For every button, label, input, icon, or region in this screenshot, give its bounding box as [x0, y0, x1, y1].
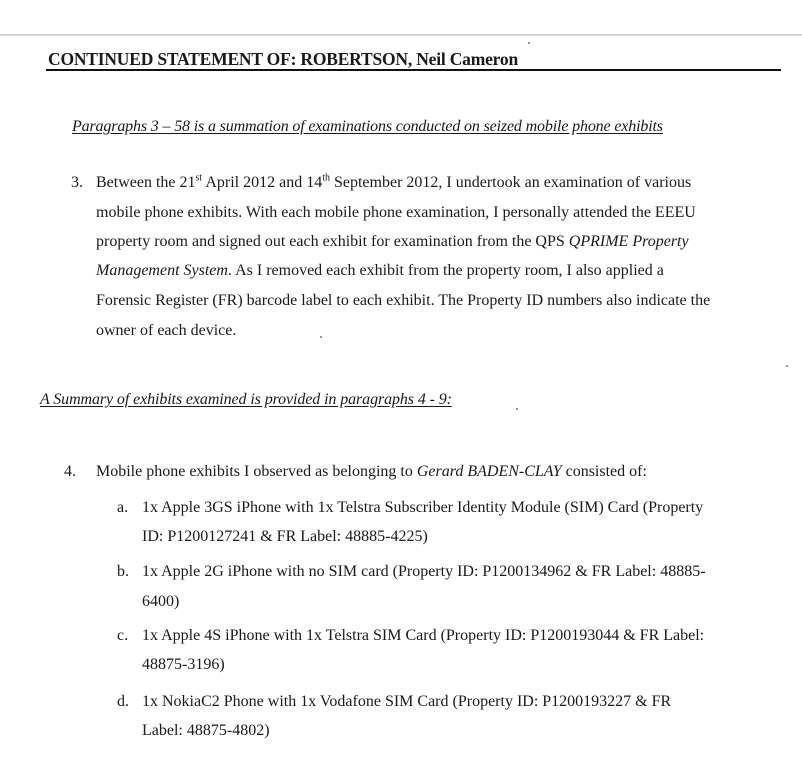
- header-rule: [46, 69, 781, 71]
- ordinal-suffix: th: [322, 172, 330, 184]
- paragraph-line: owner of each device.: [96, 322, 237, 339]
- text-segment: Between the 21: [96, 174, 196, 191]
- text-segment: . As I removed each exhibit from the property room, I also applied a: [227, 262, 664, 279]
- item-letter: b.: [117, 563, 129, 580]
- text-segment: September 2012, I undertook an examination of various: [329, 174, 692, 191]
- item-letter: a.: [117, 499, 129, 516]
- paragraph-line: mobile phone exhibits. With each mobile phone examination, I personally attended the EEEU: [96, 204, 696, 221]
- item-line: 1x Apple 2G iPhone with no SIM card (Property ID: P1200134962 & FR Label: 48885-: [142, 563, 706, 580]
- paragraph-number: 3.: [71, 174, 83, 191]
- summary-heading: A Summary of exhibits examined is provided in paragraphs 4 - 9:: [40, 391, 452, 408]
- item-line: 48875-3196): [142, 656, 225, 673]
- owner-name: Gerard BADEN-CLAY: [416, 463, 562, 480]
- header-prefix: CONTINUED STATEMENT OF:: [48, 49, 301, 69]
- paragraph-line: [96, 256, 664, 286]
- item-line: 6400): [142, 593, 180, 610]
- scan-speck: [320, 336, 322, 338]
- scan-speck: [528, 42, 530, 44]
- text-segment: April 2012 and 14: [202, 174, 323, 191]
- statement-header: [48, 49, 518, 70]
- item-letter: c.: [117, 627, 129, 644]
- text-segment: property room and signed out each exhibit for examination from the QPS: [96, 233, 569, 250]
- paragraph-line: [96, 227, 689, 257]
- item-letter: d.: [117, 693, 129, 710]
- paragraph-line: [96, 168, 691, 198]
- ordinal-suffix: st: [195, 172, 203, 184]
- item-line: Label: 48875-4802): [142, 722, 270, 739]
- text-segment: consisted of:: [561, 463, 647, 480]
- header-surname: ROBERTSON,: [300, 49, 413, 69]
- scan-speck: [516, 408, 518, 410]
- item-line: 1x Apple 4S iPhone with 1x Telstra SIM Card (Property ID: P1200193044 & FR Label:: [142, 627, 705, 644]
- paragraph-line: Forensic Register (FR) barcode label to each exhibit. The Property ID numbers also indicate the: [96, 292, 711, 309]
- item-line: ID: P1200127241 & FR Label: 48885-4225): [142, 528, 428, 545]
- system-name: QPRIME Property: [568, 233, 689, 250]
- summation-heading: Paragraphs 3 – 58 is a summation of examinations conducted on seized mobile phone exhibits: [72, 118, 663, 135]
- item-line: 1x NokiaC2 Phone with 1x Vodafone SIM Card (Property ID: P1200193227 & FR: [142, 693, 672, 710]
- header-given-names: Neil Cameron: [412, 49, 518, 69]
- system-name: Management System: [96, 262, 228, 279]
- page-top-edge: [0, 34, 802, 36]
- paragraph-intro: [96, 457, 647, 487]
- paragraph-number: 4.: [64, 463, 76, 480]
- text-segment: Mobile phone exhibits I observed as belonging to: [96, 463, 417, 480]
- scan-speck: [786, 365, 788, 367]
- item-line: 1x Apple 3GS iPhone with 1x Telstra Subscriber Identity Module (SIM) Card (Property: [142, 499, 704, 516]
